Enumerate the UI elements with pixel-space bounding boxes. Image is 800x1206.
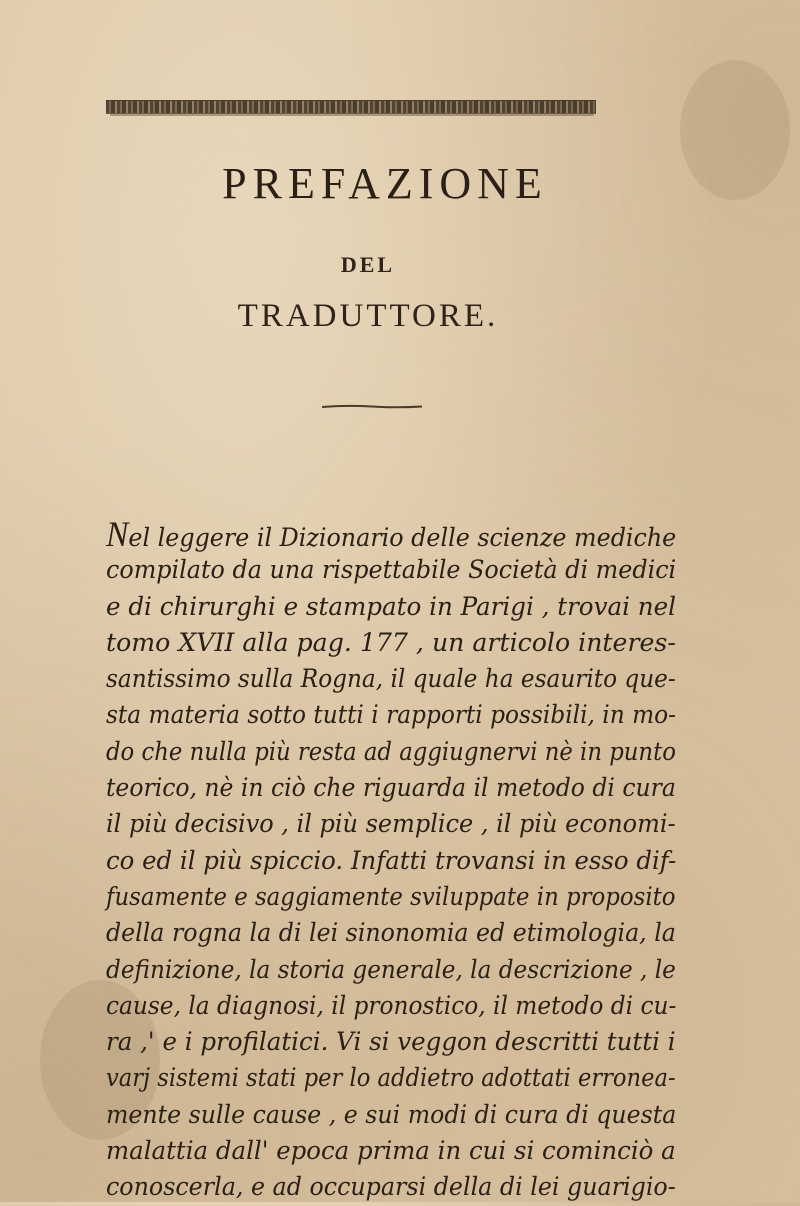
text-line: do che nulla più resta ad aggiugnervi nè in punto <box>106 736 676 767</box>
text-line: tomo XVII alla pag. 177 , un articolo interes- <box>106 627 676 658</box>
text-line: sta materia sotto tutti i rapporti possibili, in mo- <box>106 700 677 731</box>
text-line: teorico, nè in ciò che riguarda il metodo di cura <box>106 773 676 804</box>
text-line: mente sulle cause , e sui modi di cura di questa <box>106 1099 677 1130</box>
text-line: e di chirurghi e stampato in Parigi , trovai nel <box>106 591 676 622</box>
line-text: el leggere il Dizionario delle scienze mediche <box>128 523 677 553</box>
section-divider-ornament <box>322 404 422 409</box>
text-line: santissimo sulla Rogna, il quale ha esaurito que- <box>106 664 676 695</box>
text-line: fusamente e saggiamente sviluppate in proposito <box>106 881 676 912</box>
text-line: ra ,' e i profilatici. Vi si veggon descritti tutti i <box>106 1027 676 1058</box>
decorative-header-rule <box>106 100 596 114</box>
text-line: della rogna la di lei sinonomia ed etimologia, la <box>106 918 676 949</box>
subtitle-traduttore: TRADUTTORE. <box>237 298 499 334</box>
header-underline <box>110 114 594 116</box>
text-line <box>106 516 676 552</box>
subtitle-del: DEL <box>340 252 396 277</box>
text-line: co ed il più spiccio. Infatti trovansi in esso dif- <box>106 845 677 876</box>
text-line: conoscerla, e ad occuparsi della di lei guarigio- <box>106 1172 676 1203</box>
text-line: malattia dall' epoca prima in cui si cominciò a <box>106 1136 676 1167</box>
text-line: varj sistemi stati per lo addietro adottati erronea- <box>106 1063 676 1094</box>
preface-body-text <box>106 516 676 1206</box>
text-line: definizione, la storia generale, la descrizione , le <box>106 954 676 985</box>
drop-cap: N <box>106 514 129 554</box>
page-title: PREFAZIONE <box>222 159 548 208</box>
text-line: cause, la diagnosi, il pronostico, il metodo di cu- <box>106 990 677 1021</box>
text-line: il più decisivo , il più semplice , il più economi- <box>106 809 676 840</box>
text-line: compilato da una rispettabile Società di medici <box>106 555 677 586</box>
